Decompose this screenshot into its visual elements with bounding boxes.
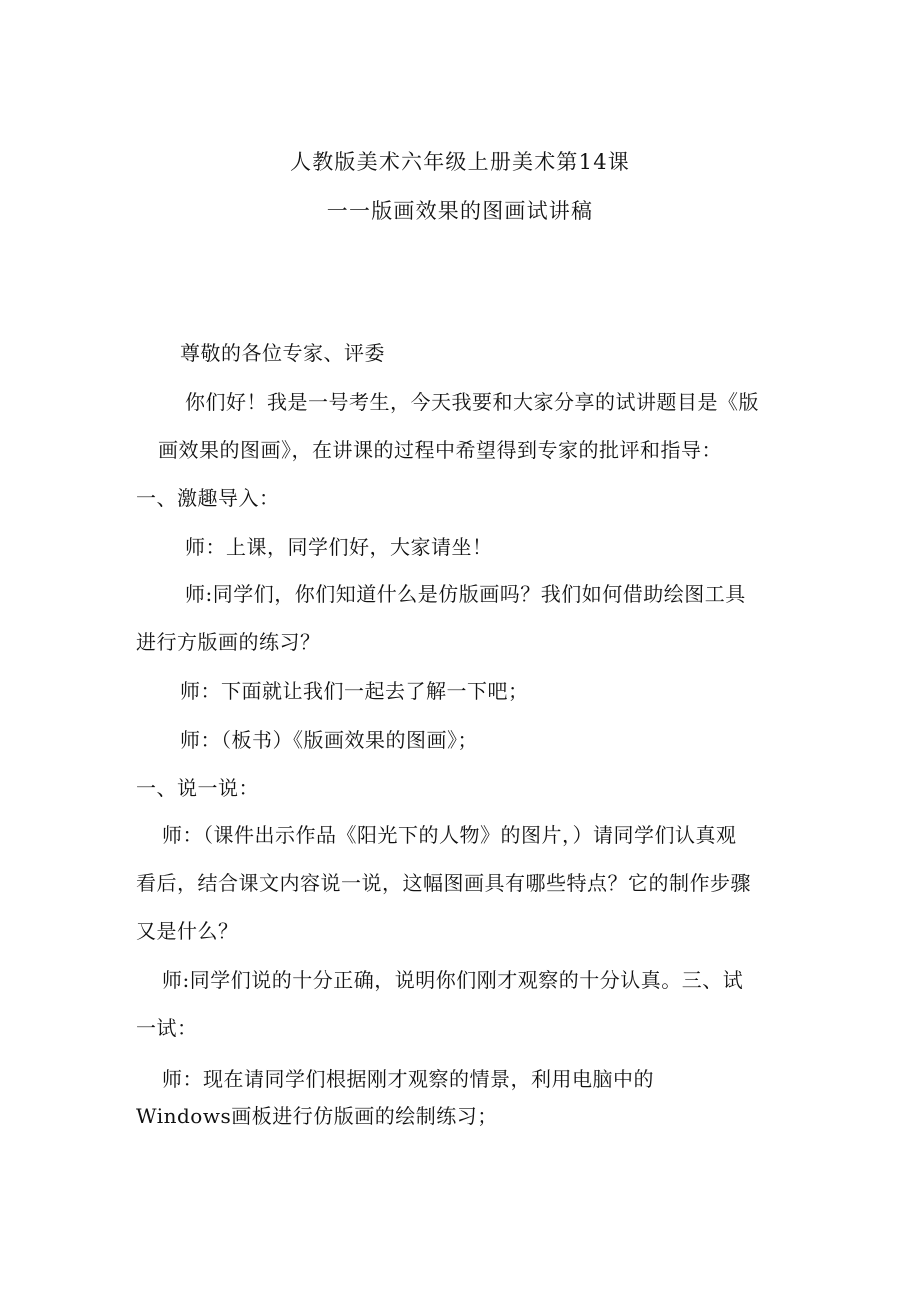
teacher-line: 师:同学们，你们知道什么是仿版画吗？我们如何借助绘图工具 bbox=[185, 582, 746, 606]
teacher-line: 师：上课，同学们好，大家请坐！ bbox=[185, 535, 493, 559]
section-heading-warmup: 一、激趣导入： bbox=[136, 486, 280, 510]
teacher-line: 师:同学们说的十分正确，说明你们刚才观察的十分认真。三、试 bbox=[162, 968, 744, 992]
teacher-line: 看后，结合课文内容说一说，这幅图画具有哪些特点？它的制作步骤 bbox=[136, 871, 751, 895]
teacher-line: 师：下面就让我们一起去了解一下吧； bbox=[180, 679, 529, 703]
greeting-text: 尊敬的各位专家、评委 bbox=[180, 341, 385, 365]
intro-paragraph-line: 画效果的图画》，在讲课的过程中希望得到专家的批评和指导： bbox=[158, 438, 722, 462]
teacher-line: 进行方版画的练习？ bbox=[136, 630, 321, 654]
teacher-line: 师：（课件出示作品《阳光下的人物》的图片，）请同学们认真观 bbox=[162, 823, 737, 847]
teacher-line: 又是什么？ bbox=[136, 919, 239, 943]
intro-paragraph-line: 你们好！我是一号考生，今天我要和大家分享的试讲题目是《版 bbox=[185, 390, 759, 414]
document-title: 人教版美术六年级上册美术第14课 bbox=[290, 150, 630, 174]
document-subtitle: 一一版画效果的图画试讲稿 bbox=[326, 199, 594, 223]
section-heading-discuss: 一、说一说： bbox=[136, 776, 259, 800]
teacher-line: 一试： bbox=[136, 1016, 198, 1040]
teacher-line: 师：（板书）《版画效果的图画》； bbox=[180, 728, 478, 752]
teacher-line: Windows画板进行仿版画的绘制练习； bbox=[136, 1104, 498, 1128]
teacher-line: 师：现在请同学们根据刚才观察的情景，利用电脑中的 bbox=[162, 1067, 654, 1091]
